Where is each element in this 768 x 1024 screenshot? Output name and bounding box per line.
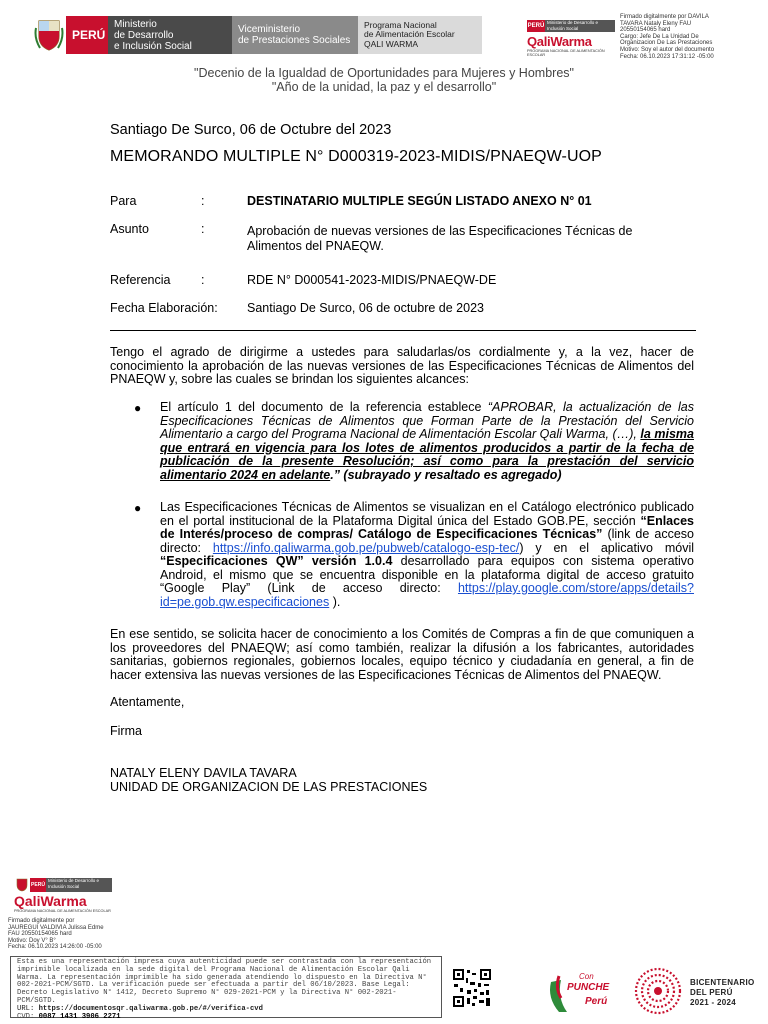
qaliwarma-header-logo: PERÚ Ministerio de Desarrollo e Inclusión Social QaliWarma PROGRAMA NACIONAL DE ALIMENTACIÓN ESCOLAR xyxy=(527,20,615,62)
qaliwarma-footer-logo: PERÚ Ministerio de Desarrollo e Inclusión Social QaliWarma PROGRAMA NACIONAL DE ALIMENTACIÓN ESCOLAR xyxy=(14,878,111,913)
para-value: DESTINATARIO MULTIPLE SEGÚN LISTADO ANEXO N° 01 xyxy=(247,194,592,208)
digital-signature-top: Firmado digitalmente por DAVILA TAVARA Nataly Eleny FAU 20550154065 hard Cargo: Jefe De La Unidad De Organizacion De Las Prestaciones Motivo: Soy el autor del documento Fecha: 06.10.2023 17:31:12 -05:00 xyxy=(620,14,715,60)
bullet-1: El artículo 1 del documento de la referencia establece “APROBAR, la actualización de las Especificaciones Técnicas de Alimentos que Forman Parte de la Prestación del Servicio Alimentario a cargo del Programa Nacional de Alimentación Escolar Qali Warma, (…), la misma que entrará en vigencia para los lotes de alimentos producidos a partir de la fecha de publicación de la presente Resolución; así como para la prestación del servicio alimentario 2024 en adelante.” (subrayado y resaltado es agregado) xyxy=(160,400,695,482)
peru-coat-of-arms-icon xyxy=(14,878,30,892)
verification-box xyxy=(10,956,442,1021)
para-label: Para xyxy=(110,194,137,208)
catalog-link[interactable]: https://info.qaliwarma.gob.pe/pubweb/catalogo-esp-tec/ xyxy=(212,540,520,555)
verification-link[interactable]: https://documentosqr.qaliwarma.gob.pe/#/verifica-cvd xyxy=(38,1004,263,1013)
bullet-dot: ● xyxy=(134,401,142,415)
qr-code-icon xyxy=(452,968,492,1008)
cvd-code: CVD: 0087 1431 3906 2271 xyxy=(17,1012,121,1021)
atentamente: Atentamente, xyxy=(110,695,185,709)
bicentenario-logo xyxy=(632,966,768,1016)
institutional-header xyxy=(32,16,482,54)
anio-line: "Año de la unidad, la paz y el desarrollo" xyxy=(271,80,497,94)
closing-paragraph: En ese sentido, se solicita hacer de conocimiento a los Comités de Compras a fin de que comuniquen a los proveedores del PNAEQW; así como también, realizar la difusión a los fabricantes, autoridades sanitarias, gobiernos regionales, gobiernos locales, equipo técnico y ciudadanía en general, a fin de hacer extensiva las nuevas versiones de las Especificaciones Técnicas de Alimentos del PNAEQW. xyxy=(110,627,694,682)
verification-url: URL: https://documentosqr.qaliwarma.gob.pe/#/verifica-cvd xyxy=(17,1004,263,1013)
intro-paragraph: Tengo el agrado de dirigirme a ustedes para saludarlas/os cordialmente y, a la vez, hacer de conocimiento la aprobación de las nuevas versiones de las Especificaciones Técnicas de Alimentos del PNAEQW y, sobre las cuales se brindan los siguientes alcances: xyxy=(110,345,694,386)
colon: : xyxy=(201,273,205,287)
signer-name: NATALY ELENY DAVILA TAVARA xyxy=(110,766,297,780)
bicentenario-text: BICENTENARIO DEL PERÚ 2021 - 2024 xyxy=(690,978,755,1007)
verification-text: Esta es una representación impresa cuya autenticidad puede ser contrastada con la representación imprimible localizada en la sede digital del Programa Nacional de Alimentación Escolar Qali Warma. La representación imprimible ha sido generada atendiendo lo dispuesto en la Directiva N° 002-2021-PCM/SGTD. La verificación puede ser efectuada a partir del 06/10/2023. Base Legal: Decreto Legislativo N° 1412, Decreto Supremo N° 029-2021-PCM y la Directiva N° 002-2021-PCM/SGTD. xyxy=(17,958,432,1005)
bullet-dot: ● xyxy=(134,501,142,515)
asunto-value: Aprobación de nuevas versiones de las Especificaciones Técnicas de Alimentos del PNAEQW. xyxy=(247,224,633,253)
peru-coat-of-arms-icon xyxy=(32,16,66,54)
firma-label: Firma xyxy=(110,724,142,738)
ministerio-badge: Ministerio de Desarrollo e Inclusión Social xyxy=(108,16,232,54)
fecha-value: Santiago De Surco, 06 de octubre de 2023 xyxy=(247,301,484,315)
peru-badge: PERÚ xyxy=(66,16,108,54)
signer-unit: UNIDAD DE ORGANIZACION DE LAS PRESTACIONES xyxy=(110,780,428,794)
bullet-2: Las Especificaciones Técnicas de Alimentos se visualizan en el Catálogo electrónico publicado en el portal institucional de la Plataforma Digital única del Estado GOB.PE, sección “Enlaces de Interés/proceso de compras/ Catálogo de Especificaciones Técnicas” (link de acceso directo: https://info.qaliwarma.gob.pe/pubweb/catalogo-esp-tec/) y en el aplicativo móvil “Especificaciones QW” versión 1.0.4 desarrollado para equipos con sistema operativo Android, el mismo que se encuentra disponible en la plataforma digital de acceso gratuito “Google Play” (Link de acceso directo: https://play.google.com/store/apps/details?id=pe.gob.qw.especificaciones ). xyxy=(160,500,694,609)
header-divider xyxy=(110,330,696,331)
viceministerio-badge: Viceministerio de Prestaciones Sociales xyxy=(232,16,358,54)
digital-signature-bottom: Firmado digitalmente por JAUREGUI VALDIVIA Julissa Edme FAU 20550154065 hard Motivo: Doy V° B° Fecha: 06.10.2023 14:26:00 -05:00 xyxy=(8,918,104,951)
colon: : xyxy=(201,194,205,208)
fecha-label: Fecha Elaboración: xyxy=(110,301,218,315)
memo-title: MEMORANDO MULTIPLE N° D000319-2023-MIDIS/PNAEQW-UOP xyxy=(110,148,602,165)
decenio-line: "Decenio de la Igualdad de Oportunidades para Mujeres y Hombres" xyxy=(194,66,574,80)
place-date: Santiago De Surco, 06 de Octubre del 2023 xyxy=(110,122,392,138)
referencia-label: Referencia xyxy=(110,273,171,287)
con-punche-peru-logo: Con PUNCHE Perú xyxy=(545,968,625,1016)
asunto-label: Asunto xyxy=(110,222,149,236)
google-play-link[interactable]: https://play.google.com/store/apps/details?id=pe.gob.qw.especificaciones xyxy=(160,581,694,609)
programa-badge: Programa Nacional de Alimentación Escolar QALI WARMA xyxy=(358,16,482,54)
colon: : xyxy=(201,222,205,236)
referencia-value: RDE N° D000541-2023-MIDIS/PNAEQW-DE xyxy=(247,273,497,287)
